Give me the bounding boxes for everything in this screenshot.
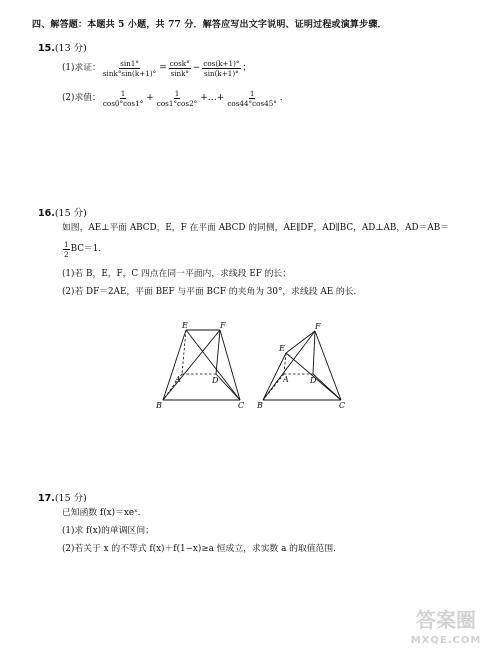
q15-number: 15. bbox=[38, 43, 55, 54]
q17-number: 17. bbox=[38, 493, 55, 504]
q16-figure-right bbox=[253, 318, 353, 410]
q17-part1: (1)求 f(x)的单调区间； bbox=[62, 526, 154, 536]
q15-part2-f2-den: cos1°cos2° bbox=[156, 98, 198, 108]
q15-part1-prefix: (1)求证： bbox=[62, 63, 101, 73]
label-E: E bbox=[279, 344, 285, 353]
label-A: A bbox=[175, 375, 181, 384]
label-E: E bbox=[182, 321, 188, 330]
q16-part2: (2)若 DF＝2AE，平面 BEF 与平面 BCF 的夹角为 30°，求线段 AE 的长． bbox=[62, 287, 363, 297]
q15-part1-r1-num: cosk° bbox=[169, 58, 190, 68]
q15-score: (13 分) bbox=[54, 43, 87, 54]
watermark-logo bbox=[400, 603, 492, 647]
q15-part2-f2-fraction bbox=[156, 89, 198, 108]
q15-part1-lhs-den: sink°sin(k+1)° bbox=[102, 68, 157, 78]
q15-part1-end: ； bbox=[242, 63, 252, 73]
edge-FD bbox=[216, 330, 220, 374]
q15-part2-f3-fraction bbox=[226, 89, 278, 108]
label-A: A bbox=[283, 375, 289, 384]
q15-part1-r2-num: cos(k+1)° bbox=[203, 58, 240, 68]
q15-part1-r1-fraction bbox=[169, 59, 191, 78]
edge-BE bbox=[163, 330, 186, 400]
watermark-title: 答案圈 bbox=[416, 608, 476, 632]
edge-EC bbox=[186, 330, 240, 400]
q17-stem: 已知函数 f(x)＝xeˣ． bbox=[62, 508, 147, 518]
label-D: D bbox=[310, 376, 317, 385]
watermark-domain: MXQE.COM bbox=[410, 635, 482, 646]
q15-part1-eq: = bbox=[159, 63, 167, 73]
q15-part1-r1-den: sink° bbox=[170, 68, 190, 78]
label-D: D bbox=[212, 376, 219, 385]
edge-DC bbox=[313, 374, 341, 400]
q15-part1-minus: − bbox=[192, 63, 201, 73]
q15-part1-lhs-num: sin1° bbox=[120, 58, 139, 68]
q16-half-fraction bbox=[63, 240, 70, 259]
q16-title bbox=[38, 205, 87, 219]
edge-BF bbox=[163, 330, 220, 400]
q15-part2-f1-fraction bbox=[102, 89, 144, 108]
q17-title bbox=[38, 490, 87, 504]
q15-part2-prefix: (2)求值： bbox=[62, 93, 101, 103]
section-header: 四、解答题：本题共 5 小题，共 77 分．解答应写出文字说明、证明过程或演算步骤． bbox=[32, 20, 387, 30]
q16-part1: (1)若 B，E，F，C 四点在同一平面内，求线段 EF 的长； bbox=[62, 269, 292, 279]
q16-stem-line1: 如图，AE⊥平面 ABCD，E，F 在平面 ABCD 的同侧，AE∥DF，AD∥BC，AD⊥AB，AD＝AB＝ bbox=[62, 223, 449, 233]
edge-BF bbox=[263, 331, 315, 400]
q16-stem-line2-text: BC＝1． bbox=[70, 244, 108, 254]
q15-part2 bbox=[62, 86, 290, 110]
label-C: C bbox=[238, 401, 245, 410]
q16-half-den: 2 bbox=[64, 249, 69, 259]
q17-score: (15 分) bbox=[54, 493, 87, 504]
label-B: B bbox=[156, 401, 162, 410]
q15-part1 bbox=[62, 56, 253, 80]
q15-part2-dots: +…+ bbox=[200, 93, 225, 103]
edge-FD bbox=[313, 331, 315, 374]
label-F: F bbox=[315, 322, 321, 331]
edge-FC bbox=[315, 331, 341, 400]
q16-half-num: 1 bbox=[64, 239, 69, 249]
q15-part2-f2-num: 1 bbox=[174, 88, 180, 98]
q17-part2: (2)若关于 x 的不等式 f(x)＋f(1−x)≥a 恒成立，求实数 a 的取值范围． bbox=[62, 544, 342, 554]
q16-score: (15 分) bbox=[54, 208, 87, 219]
q15-part2-end: ． bbox=[279, 93, 289, 103]
q16-number: 16. bbox=[38, 208, 55, 219]
q15-part2-f3-den: cos44°cos45° bbox=[227, 98, 277, 108]
q15-part2-plus: + bbox=[146, 93, 154, 103]
label-B: B bbox=[257, 401, 263, 410]
q16-figure-left bbox=[150, 318, 260, 410]
q15-part2-f1-den: cos0°cos1° bbox=[102, 98, 144, 108]
q15-part1-r2-fraction bbox=[202, 59, 240, 78]
q15-part2-f1-num: 1 bbox=[120, 88, 126, 98]
q15-part1-lhs-fraction bbox=[102, 59, 157, 78]
q15-part2-f3-num: 1 bbox=[249, 88, 255, 98]
q16-stem-line2 bbox=[62, 238, 107, 260]
label-C: C bbox=[339, 401, 346, 410]
label-F: F bbox=[220, 321, 226, 330]
q15-part1-r2-den: sin(k+1)° bbox=[204, 68, 239, 78]
q15-title bbox=[38, 40, 87, 54]
